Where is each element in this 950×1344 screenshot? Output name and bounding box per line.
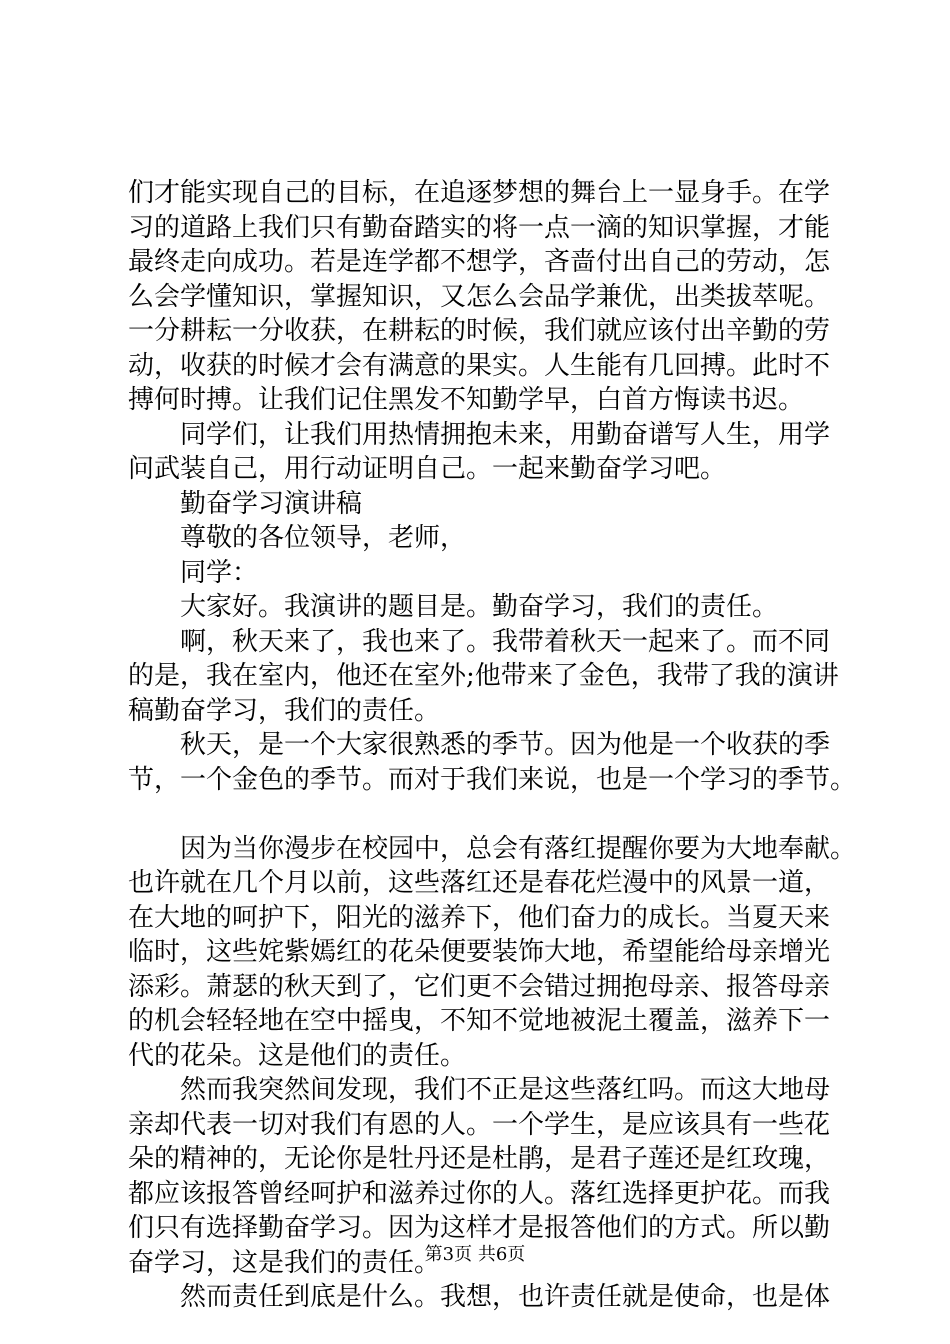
text-line: 添彩。萧瑟的秋天到了，它们更不会错过拥抱母亲、报答母亲: [128, 971, 831, 1002]
text-line: 稿勤奋学习，我们的责任。: [128, 695, 441, 726]
text-line: 勤奋学习演讲稿: [180, 488, 363, 519]
text-line: 大家好。我演讲的题目是。勤奋学习，我们的责任。: [180, 592, 779, 622]
text-line: 奋学习，这是我们的责任。: [128, 1247, 441, 1278]
text-line: 一分耕耘一分收获，在耕耘的时候，我们就应该付出辛勤的劳: [128, 316, 831, 346]
text-line: 尊敬的各位领导，老师，: [180, 523, 467, 553]
text-line: 问武装自己，用行动证明自己。一起来勤奋学习吧。: [128, 454, 727, 484]
text-line: 最终走向成功。若是连学都不想学，吝啬付出自己的劳动，怎: [128, 247, 831, 277]
text-line: 临时，这些姹紫嫣红的花朵便要装饰大地，希望能给母亲增光: [128, 937, 831, 967]
text-line: 因为当你漫步在校园中，总会有落红提醒你要为大地奉献。: [180, 833, 857, 864]
blank-line: [128, 797, 848, 832]
document-body: [128, 176, 857, 1315]
text-line: 同学们，让我们用热情拥抱未来，用勤奋谱写人生，用学: [180, 419, 831, 450]
text-line: 亲却代表一切对我们有恩的人。一个学生，是应该具有一些花: [128, 1109, 831, 1140]
text-line: 代的花朵。这是他们的责任。: [128, 1040, 467, 1071]
text-line: 秋天，是一个大家很熟悉的季节。因为他是一个收获的季: [180, 730, 831, 760]
text-line: 也许就在几个月以前，这些落红还是春花烂漫中的风景一道，: [128, 868, 831, 898]
text-line: 然而我突然间发现，我们不正是这些落红吗。而这大地母: [180, 1075, 831, 1105]
text-line: 啊，秋天来了，我也来了。我带着秋天一起来了。而不同: [180, 626, 831, 657]
text-line: 节，一个金色的季节。而对于我们来说，也是一个学习的季节。: [128, 764, 857, 795]
text-line: 们才能实现自己的目标，在追逐梦想的舞台上一显身手。在学: [128, 178, 831, 208]
text-line: 在大地的呵护下，阳光的滋养下，他们奋力的成长。当夏天来: [128, 902, 831, 933]
page-footer: 第3页 共6页: [424, 1244, 526, 1265]
text-line: 朵的精神的，无论你是牡丹还是杜鹃，是君子莲还是红玫瑰，: [128, 1144, 831, 1174]
text-line: 都应该报答曾经呵护和滋养过你的人。落红选择更护花。而我: [128, 1178, 831, 1209]
text-line: 的机会轻轻地在空中摇曳，不知不觉地被泥土覆盖，滋养下一: [128, 1006, 831, 1036]
text-line: 搏何时搏。让我们记住黑发不知勤学早，白首方悔读书迟。: [128, 385, 805, 415]
text-line: 同学：: [180, 557, 259, 588]
text-line: 动，收获的时候才会有满意的果实。人生能有几回搏。此时不: [128, 350, 831, 381]
text-line: 的是，我在室内，他还在室外;他带来了金色，我带了我的演讲: [128, 661, 839, 691]
text-line: 们只有选择勤奋学习。因为这样才是报答他们的方式。所以勤: [128, 1213, 831, 1243]
text-line: 习的道路上我们只有勤奋踏实的将一点一滴的知识掌握，才能: [128, 212, 831, 243]
text-line: 然而责任到底是什么。我想，也许责任就是使命，也是体: [180, 1282, 831, 1312]
text-line: 么会学懂知识，掌握知识，又怎么会品学兼优，出类拔萃呢。: [128, 281, 831, 312]
